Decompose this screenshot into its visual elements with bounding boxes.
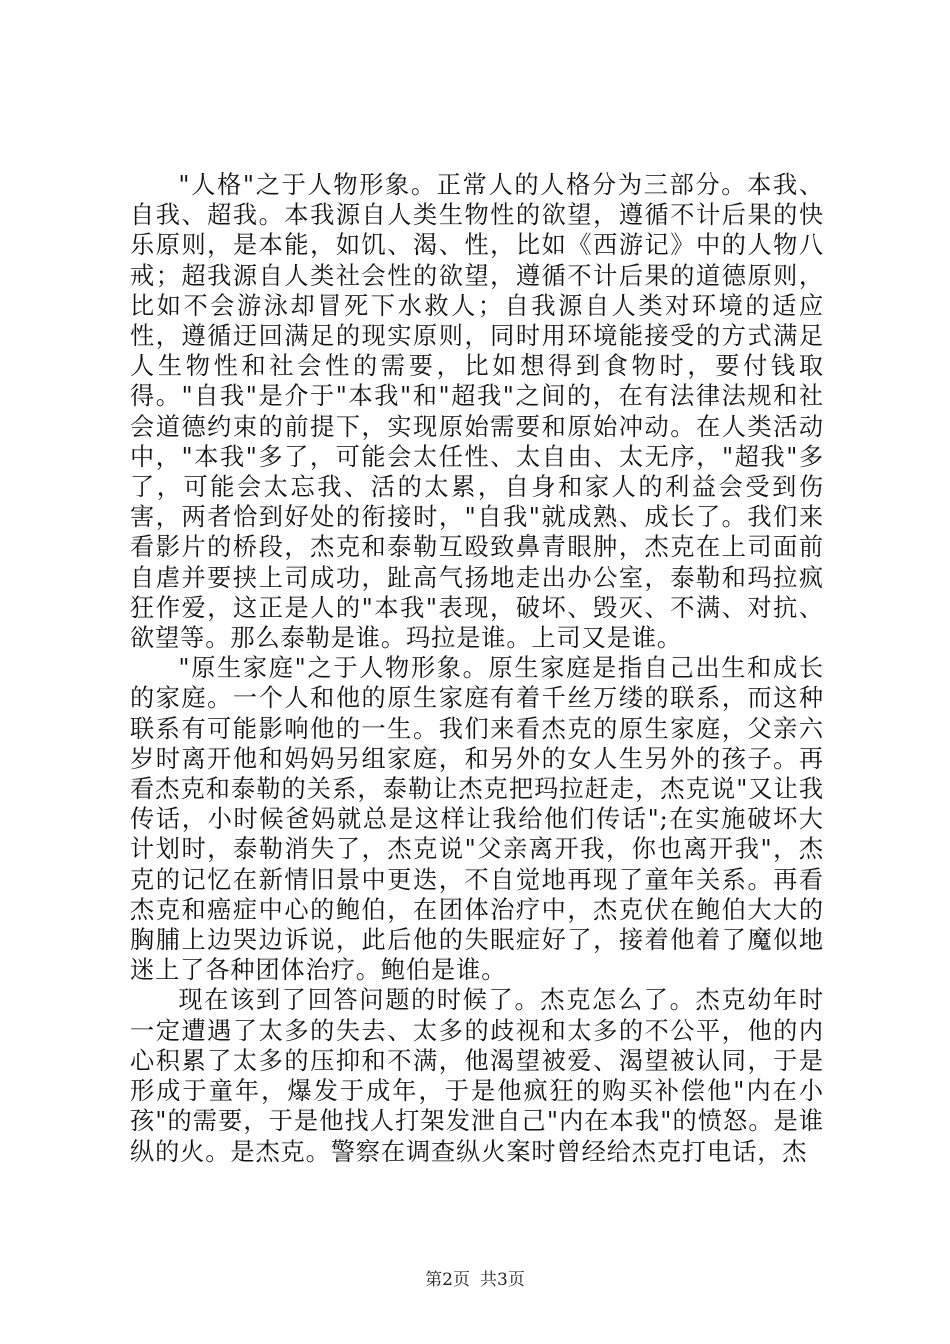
- page-footer: [0, 1270, 950, 1290]
- page-total: 共3页: [480, 1270, 525, 1290]
- paragraph-personality: "人格"之于人物形象。正常人的人格分为三部分。本我、自我、超我。本我源自人类生物性的欲望，遵循不计后果的快乐原则，是本能，如饥、渴、性，比如《西游记》中的人物八戒；超我源自人类社会性的欲望，遵循不计后果的道德原则，比如不会游泳却冒死下水救人；自我源自人类对环境的适应性，遵循迂回满足的现实原则，同时用环境能接受的方式满足人生物性和社会性的需要，比如想得到食物时，要付钱取得。"自我"是介于"本我"和"超我"之间的，在有法律法规和社会道德约束的前提下，实现原始需要和原始冲动。在人类活动中，"本我"多了，可能会太任性、太自由、太无序，"超我"多了，可能会太忘我、活的太累，自身和家人的利益会受到伤害，两者恰到好处的衔接时，"自我"就成熟、成长了。我们来看影片的桥段，杰克和泰勒互殴致鼻青眼肿，杰克在上司面前自虐并要挟上司成功，趾高气扬地走出办公室，泰勒和玛拉疯狂作爱，这正是人的"本我"表现，破坏、毁灭、不满、对抗、欲望等。那么泰勒是谁。玛拉是谁。上司又是谁。: [130, 171, 824, 653]
- page-number: 第2页: [425, 1270, 470, 1290]
- paragraph-family-of-origin: "原生家庭"之于人物形象。原生家庭是指自己出生和成长的家庭。一个人和他的原生家庭有着千丝万缕的联系，而这种联系有可能影响他的一生。我们来看杰克的原生家庭，父亲六岁时离开他和妈妈另组家庭，和另外的女人生另外的孩子。再看杰克和泰勒的关系，泰勒让杰克把玛拉赶走，杰克说"又让我传话，小时候爸妈就总是这样让我给他们传话";在实施破坏大计划时，泰勒消失了，杰克说"父亲离开我，你也离开我"，杰克的记忆在新情旧景中更迭，不自觉地再现了童年关系。再看杰克和癌症中心的鲍伯，在团体治疗中，杰克伏在鲍伯大大的胸脯上边哭边诉说，此后他的失眠症好了，接着他着了魔似地迷上了各种团体治疗。鲍伯是谁。: [130, 654, 824, 985]
- document-body: [130, 170, 824, 1167]
- paragraph-answer: 现在该到了回答问题的时候了。杰克怎么了。杰克幼年时一定遭遇了太多的失去、太多的歧视和太多的不公平，他的内心积累了太多的压抑和不满，他渴望被爱、渴望被认同，于是形成于童年，爆发于成年，于是他疯狂的购买补偿他"内在小孩"的需要，于是他找人打架发泄自己"内在本我"的愤怒。是谁纵的火。是杰克。警察在调查纵火案时曾经给杰克打电话，杰: [130, 986, 824, 1166]
